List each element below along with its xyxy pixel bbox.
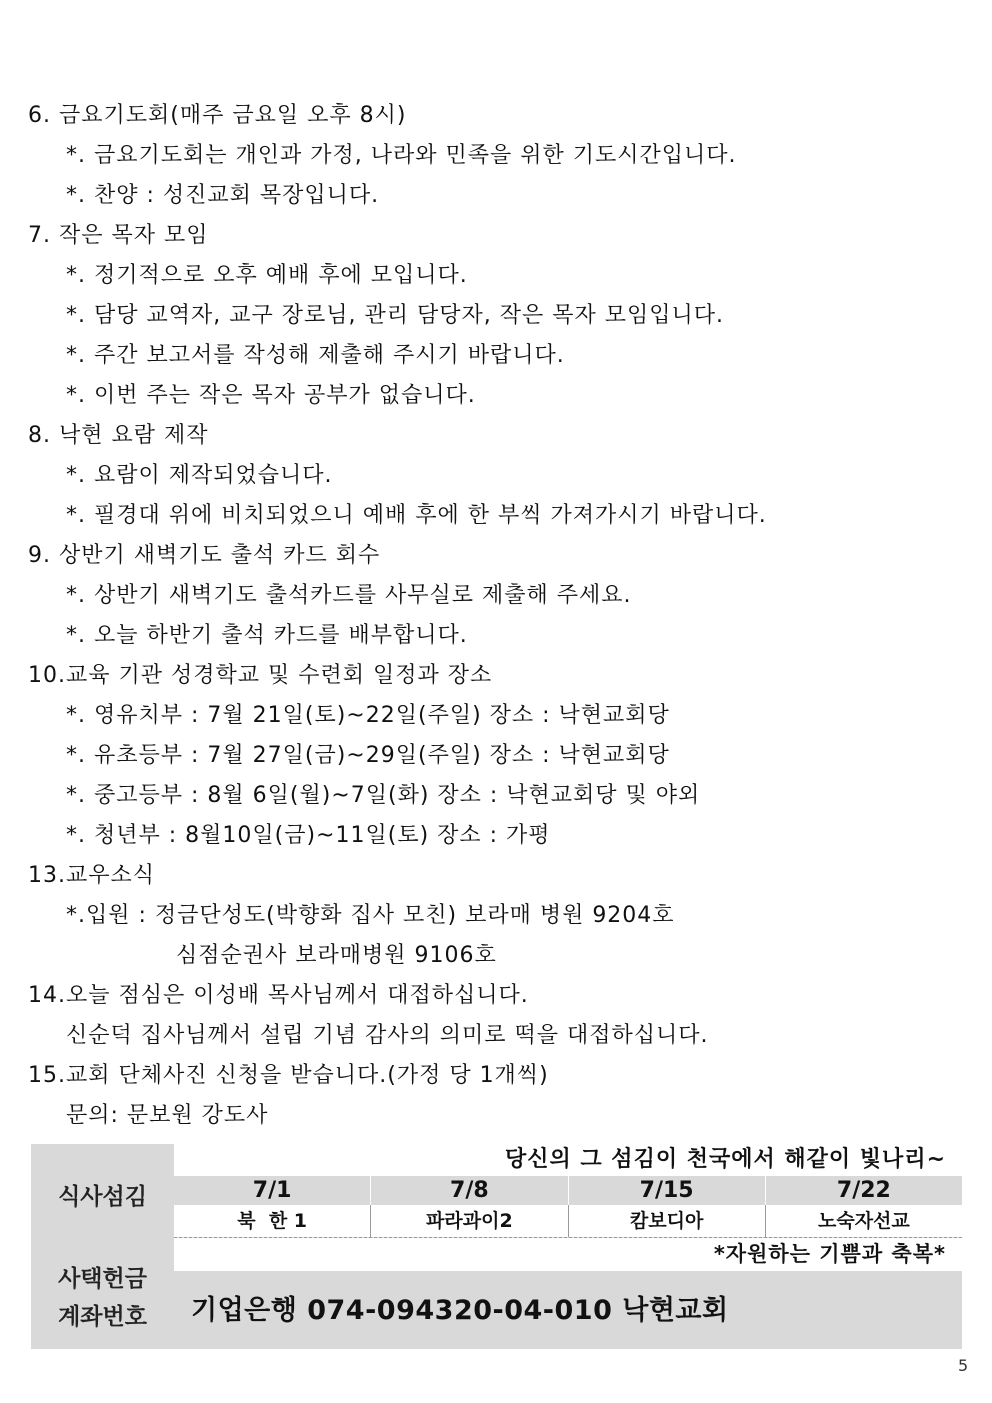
notice-heading: 9. 상반기 새벽기도 출석 카드 회수	[28, 543, 381, 568]
bank-account: 기업은행 074-094320-04-010 낙현교회	[191, 1295, 729, 1326]
notice-item: *. 중고등부 : 8월 6일(월)~7일(화) 장소 : 낙현교회당 및 야외	[66, 783, 701, 808]
slogan	[174, 1144, 962, 1176]
notice-item: *. 상반기 새벽기도 출석카드를 사무실로 제출해 주세요.	[66, 583, 632, 608]
meal-group: 캄보디아	[568, 1205, 765, 1237]
notice-item: 신순덕 집사님께서 설립 기념 감사의 의미로 떡을 대접하십니다.	[66, 1023, 709, 1048]
notice-item: *. 영유치부 : 7월 21일(토)~22일(주일) 장소 : 낙현교회당	[66, 703, 670, 728]
account-label: 계좌번호	[58, 1304, 147, 1330]
meal-date: 7/1	[252, 1178, 292, 1203]
notice-heading: 14.오늘 점심은 이성배 목사님께서 대접하십니다.	[28, 983, 529, 1008]
notice-item: *. 청년부 : 8월10일(금)~11일(토) 장소 : 가평	[66, 823, 551, 848]
slogan-text: 당신의 그 섬김이 천국에서 해같이 빛나리~	[504, 1147, 946, 1172]
notice-item: *. 찬양 : 성진교회 목장입니다.	[66, 183, 380, 208]
notice-item: *. 이번 주는 작은 목자 공부가 없습니다.	[66, 383, 476, 408]
meal-dates-row	[174, 1176, 962, 1205]
notice-item: *. 담당 교역자, 교구 장로님, 관리 담당자, 작은 목자 모임입니다.	[66, 303, 724, 328]
meal-date: 7/15	[568, 1176, 765, 1205]
blessing-text: *자원하는 기쁨과 축복*	[713, 1242, 946, 1266]
notice-heading: 8. 낙현 요람 제작	[28, 423, 209, 448]
notice-item: *. 금요기도회는 개인과 가정, 나라와 민족을 위한 기도시간입니다.	[66, 143, 737, 168]
blessing	[174, 1238, 962, 1271]
notice-heading: 13.교우소식	[28, 863, 155, 888]
notice-item: *. 오늘 하반기 출석 카드를 배부합니다.	[66, 623, 468, 648]
page-number: 5	[958, 1356, 969, 1375]
meal-service-label: 식사섬김	[58, 1184, 147, 1210]
notice-item: *. 주간 보고서를 작성해 제출해 주시기 바랍니다.	[66, 343, 565, 368]
meal-group: 북 한 1	[237, 1210, 308, 1232]
notice-item: *. 필경대 위에 비치되었으니 예배 후에 한 부씩 가져가시기 바랍니다.	[66, 503, 767, 528]
notice-item: *. 정기적으로 오후 예배 후에 모입니다.	[66, 263, 468, 288]
notice-heading: 6. 금요기도회(매주 금요일 오후 8시)	[28, 103, 407, 128]
meal-date: 7/8	[370, 1176, 567, 1205]
notice-item: 심점순권사 보라매병원 9106호	[176, 943, 497, 968]
meal-groups-row	[174, 1205, 962, 1237]
meal-group: 노숙자선교	[765, 1205, 962, 1237]
offering-label: 사택헌금	[58, 1266, 147, 1292]
notice-heading: 7. 작은 목자 모임	[28, 223, 209, 248]
notice-heading: 15.교회 단체사진 신청을 받습니다.(가정 당 1개씩)	[28, 1063, 549, 1088]
meal-group: 파라과이2	[370, 1205, 567, 1237]
notice-item: 문의: 문보원 강도사	[66, 1103, 269, 1128]
service-box	[31, 1144, 962, 1349]
notice-list	[28, 96, 968, 1136]
notice-item: *. 요람이 제작되었습니다.	[66, 463, 333, 488]
meal-date: 7/22	[765, 1176, 962, 1205]
notice-item: *.입원 : 정금단성도(박향화 집사 모친) 보라매 병원 9204호	[66, 903, 675, 928]
notice-item: *. 유초등부 : 7월 27일(금)~29일(주일) 장소 : 낙현교회당	[66, 743, 670, 768]
notice-heading: 10.교육 기관 성경학교 및 수련회 일정과 장소	[28, 663, 493, 688]
